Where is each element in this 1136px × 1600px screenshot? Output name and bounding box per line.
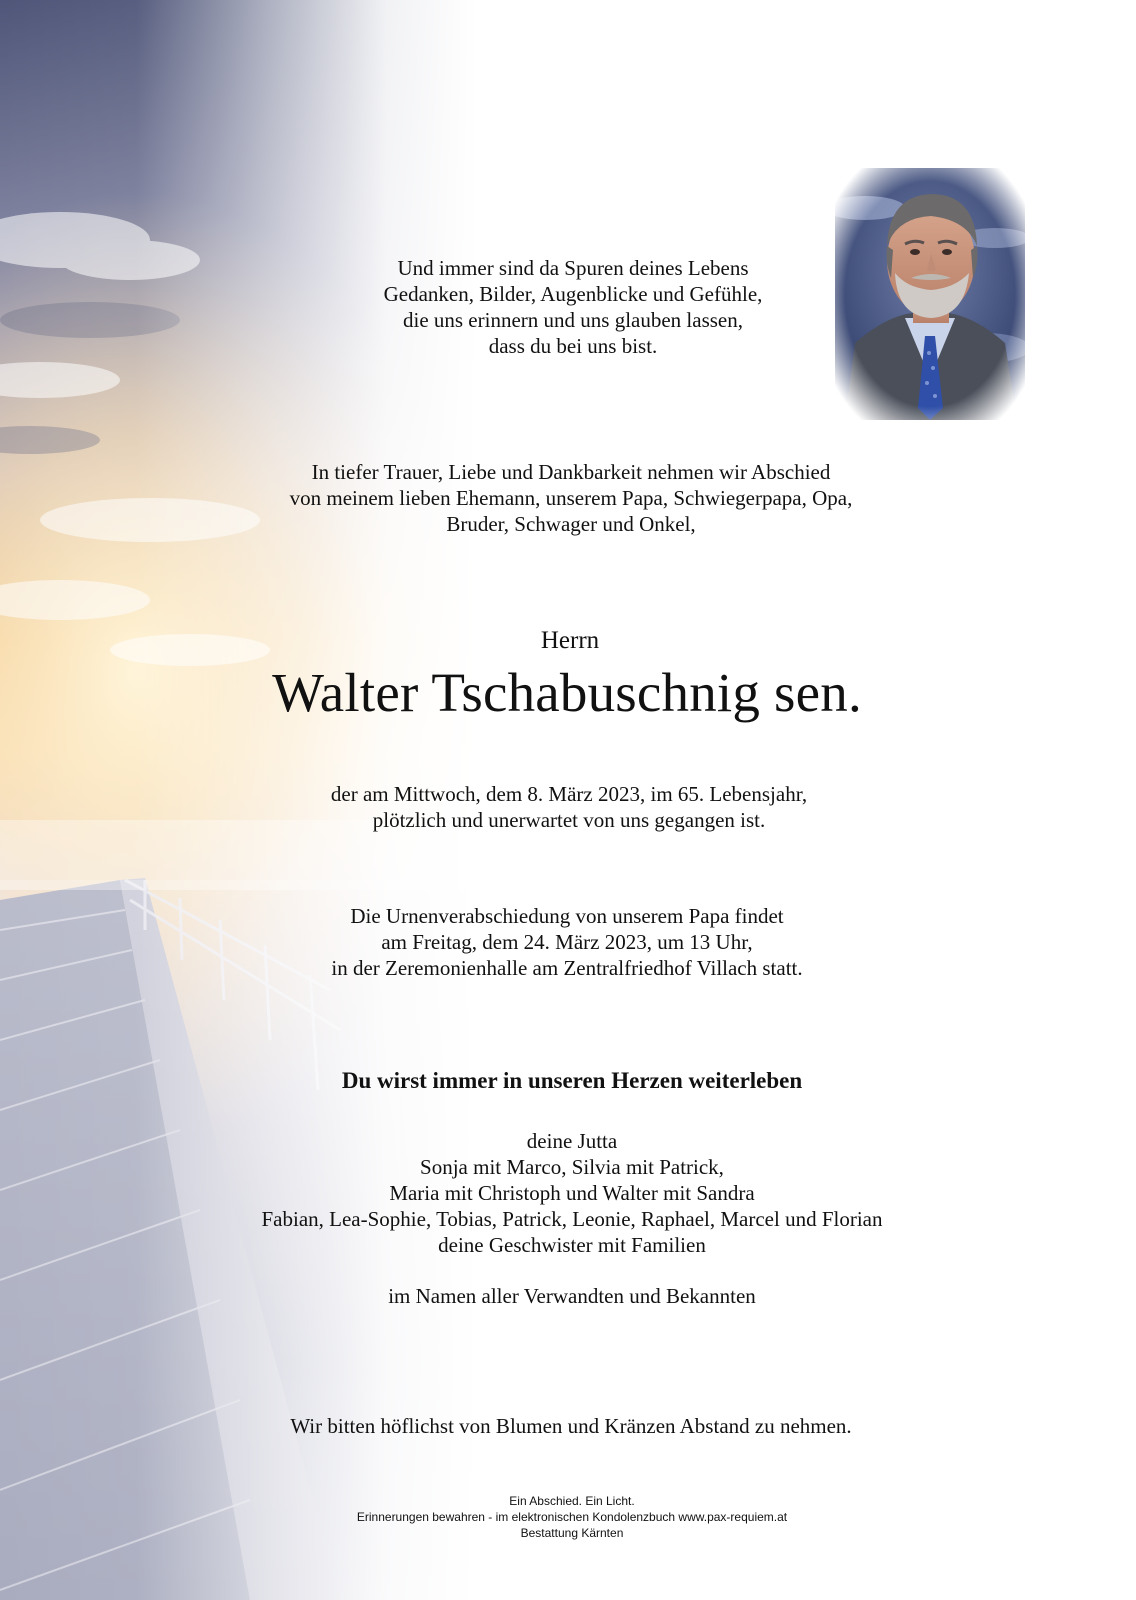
footer bbox=[0, 1493, 1136, 1541]
farewell-intro bbox=[0, 459, 1136, 537]
verse-line: die uns erinnern und uns glauben lassen, bbox=[402, 308, 743, 332]
ceremony-line: in der Zeremonienhalle am Zentralfriedhof Villach statt. bbox=[331, 956, 803, 980]
deceased-name-text: Walter Tschabuschnig sen. bbox=[272, 662, 862, 723]
intro-line: Bruder, Schwager und Onkel, bbox=[446, 512, 696, 536]
motto-text: Du wirst immer in unseren Herzen weiterleben bbox=[341, 1068, 803, 1093]
deceased-name bbox=[0, 660, 1136, 726]
mourner-line: deine Geschwister mit Familien bbox=[438, 1233, 706, 1257]
mourners-closing-text: im Namen aller Verwandten und Bekannten bbox=[388, 1284, 756, 1308]
footer-line: Bestattung Kärnten bbox=[520, 1526, 624, 1540]
intro-line: von meinem lieben Ehemann, unserem Papa, Schwiegerpapa, Opa, bbox=[289, 486, 853, 510]
footer-line: Erinnerungen bewahren - im elektronischen Kondolenzbuch www.pax-requiem.at bbox=[356, 1510, 788, 1524]
intro-line: In tiefer Trauer, Liebe und Dankbarkeit nehmen wir Abschied bbox=[311, 460, 831, 484]
verse-line: Und immer sind da Spuren deines Lebens bbox=[397, 256, 749, 280]
death-notice-line: der am Mittwoch, dem 8. März 2023, im 65. Lebensjahr, bbox=[330, 782, 808, 806]
flowers-request bbox=[0, 1413, 1136, 1439]
mourners-closing bbox=[0, 1283, 1136, 1309]
mourner-line: Fabian, Lea-Sophie, Tobias, Patrick, Leonie, Raphael, Marcel und Florian bbox=[261, 1207, 883, 1231]
salutation bbox=[0, 626, 1136, 656]
motto bbox=[0, 1067, 1136, 1095]
mourner-line: Maria mit Christoph und Walter mit Sandra bbox=[389, 1181, 755, 1205]
ceremony-line: Die Urnenverabschiedung von unserem Papa findet bbox=[350, 904, 784, 928]
salutation-text: Herrn bbox=[540, 627, 600, 654]
death-notice bbox=[0, 781, 1136, 833]
verse-line: Gedanken, Bilder, Augenblicke und Gefühle, bbox=[383, 282, 763, 306]
portrait-photo bbox=[835, 168, 1025, 420]
ceremony-line: am Freitag, dem 24. März 2023, um 13 Uhr, bbox=[381, 930, 753, 954]
mourners-list bbox=[0, 1128, 1136, 1258]
mourner-line: deine Jutta bbox=[526, 1129, 618, 1153]
flowers-request-text: Wir bitten höflichst von Blumen und Kränzen Abstand zu nehmen. bbox=[290, 1414, 852, 1438]
verse-line: dass du bei uns bist. bbox=[488, 334, 658, 358]
ceremony-details bbox=[0, 903, 1136, 981]
footer-line: Ein Abschied. Ein Licht. bbox=[509, 1494, 635, 1508]
death-notice-line: plötzlich und unerwartet von uns gegangen ist. bbox=[372, 808, 766, 832]
mourner-line: Sonja mit Marco, Silvia mit Patrick, bbox=[420, 1155, 724, 1179]
